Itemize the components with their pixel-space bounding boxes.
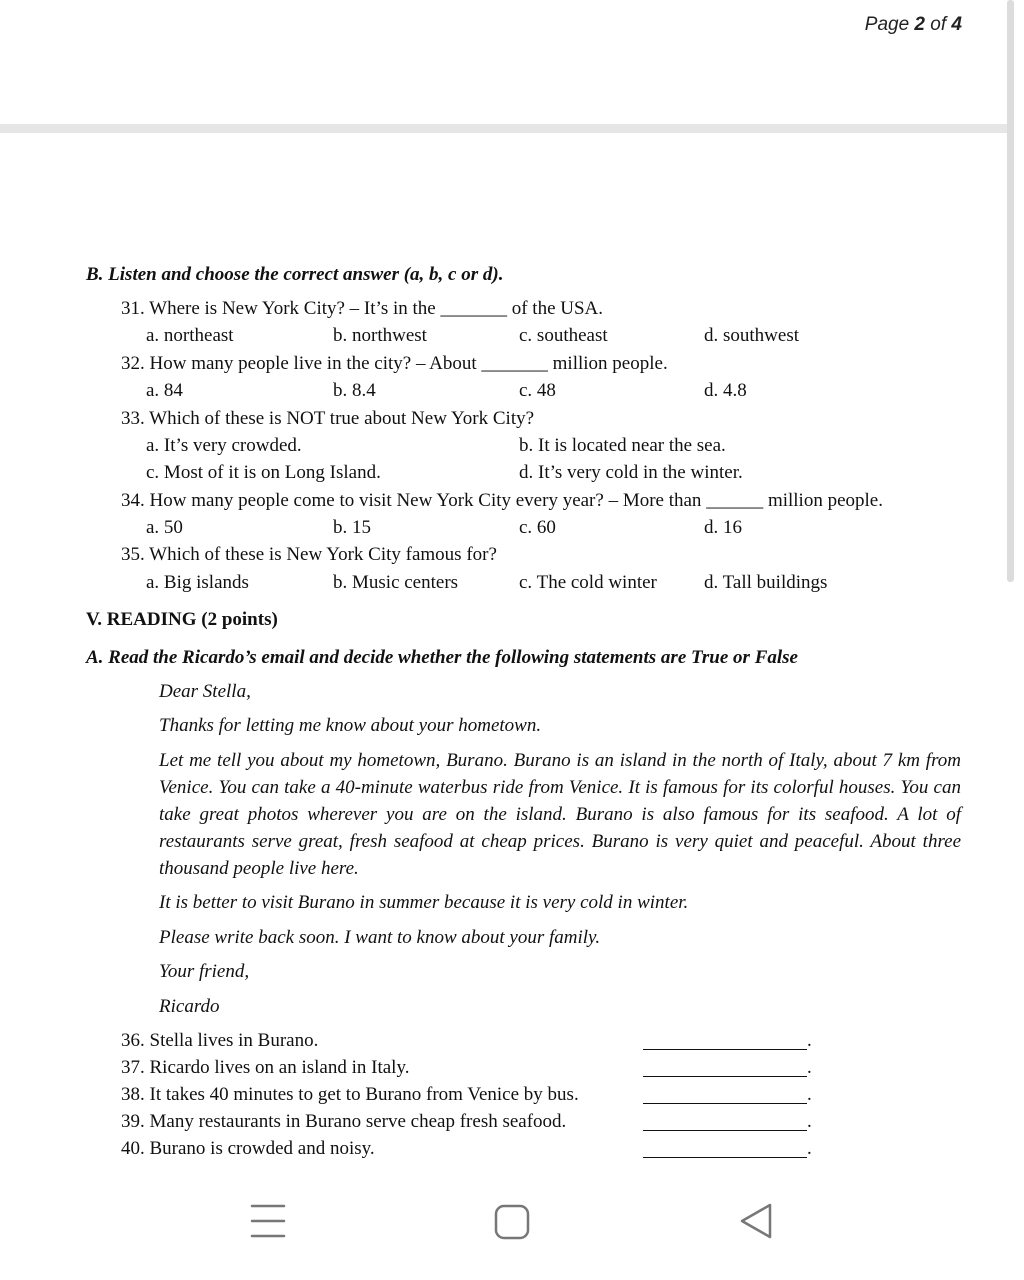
option: d. Tall buildings: [704, 572, 828, 593]
option: d. 4.8: [704, 380, 747, 401]
option: a. northeast: [146, 325, 234, 346]
answer-line: [643, 1130, 807, 1131]
question-text: 32. How many people live in the city? – About: [121, 353, 477, 374]
option: d. 16: [704, 517, 742, 538]
statement: 39. Many restaurants in Burano serve cheap fresh seafood.: [121, 1111, 567, 1132]
option: b. Music centers: [333, 572, 459, 593]
page-label: Page: [864, 14, 910, 35]
total-pages: 4: [951, 14, 962, 35]
email-line: Please write back soon. I want to know about your family.: [159, 927, 601, 948]
question-text: 31. Where is New York City? – It’s in the: [121, 298, 436, 319]
question-34: [121, 490, 883, 512]
option: a. It’s very crowded.: [146, 435, 302, 456]
page-indicator: [865, 14, 962, 36]
scrollbar[interactable]: [1007, 0, 1014, 582]
option: a. Big islands: [146, 572, 249, 593]
section-b-heading: B. Listen and choose the correct answer (a, b, c or d).: [86, 264, 504, 285]
answer-dot: .: [807, 1057, 812, 1078]
option: b. 8.4: [333, 380, 376, 401]
answer-line: [643, 1076, 807, 1077]
of-label: of: [930, 14, 947, 35]
option: d. southwest: [704, 325, 799, 346]
answer-dot: .: [807, 1084, 812, 1105]
email-greeting: Dear Stella,: [159, 681, 251, 702]
option: c. Most of it is on Long Island.: [146, 462, 381, 483]
option: b. northwest: [333, 325, 427, 346]
navigation-bar: [0, 1180, 1024, 1280]
answer-blank: _______: [481, 353, 548, 374]
answer-dot: .: [807, 1138, 812, 1159]
reading-part-a-heading: A. Read the Ricardo’s email and decide whether the following statements are True or False: [86, 647, 798, 668]
email-paragraph: Let me tell you about my hometown, Burano. Burano is an island in the north of Italy, about 7 km from Venice. You can take a 40-minute waterbus ride from Venice. It is famous for its colorful houses. You can take great photos wherever you are on the island. Burano is also famous for its seafood. A lot of restaurants serve great, fresh seafood at cheap prices. Burano is very quiet and peaceful. About three thousand people live here.: [159, 750, 961, 879]
answer-line: [643, 1103, 807, 1104]
statement: 38. It takes 40 minutes to get to Burano from Venice by bus.: [121, 1084, 579, 1105]
question-suffix: million people.: [767, 490, 883, 511]
email-closing: Your friend,: [159, 961, 250, 982]
statement: 36. Stella lives in Burano.: [121, 1030, 319, 1051]
answer-dot: .: [807, 1111, 812, 1132]
current-page: 2: [914, 14, 925, 35]
question-text: 33. Which of these is NOT true about New York City?: [121, 408, 535, 429]
option: a. 84: [146, 380, 183, 401]
recents-icon[interactable]: [244, 1200, 290, 1242]
answer-line: [643, 1157, 807, 1158]
statement: 40. Burano is crowded and noisy.: [121, 1138, 375, 1159]
question-31: [121, 298, 603, 320]
question-suffix: of the USA.: [511, 298, 604, 319]
question-33: [121, 408, 534, 430]
question-35: [121, 544, 497, 566]
page-separator: [0, 124, 1010, 133]
answer-blank: ______: [706, 490, 764, 511]
option: d. It’s very cold in the winter.: [519, 462, 743, 483]
back-icon[interactable]: [736, 1200, 776, 1242]
option: c. 48: [519, 380, 556, 401]
email-line: It is better to visit Burano in summer because it is very cold in winter.: [159, 892, 689, 913]
answer-dot: .: [807, 1030, 812, 1051]
option: c. 60: [519, 517, 556, 538]
question-text: 34. How many people come to visit New York City every year? – More than: [121, 490, 702, 511]
option: b. It is located near the sea.: [519, 435, 726, 456]
email-signature: Ricardo: [159, 996, 220, 1017]
question-text: 35. Which of these is New York City famous for?: [121, 544, 497, 565]
option: b. 15: [333, 517, 371, 538]
answer-blank: _______: [440, 298, 507, 319]
question-suffix: million people.: [552, 353, 668, 374]
option: a. 50: [146, 517, 183, 538]
home-icon[interactable]: [492, 1202, 532, 1242]
option: c. The cold winter: [519, 572, 657, 593]
answer-line: [643, 1049, 807, 1050]
option: c. southeast: [519, 325, 608, 346]
section-v-heading: V. READING (2 points): [86, 609, 278, 630]
question-32: [121, 353, 668, 375]
email-line: Thanks for letting me know about your hometown.: [159, 715, 542, 736]
statement: 37. Ricardo lives on an island in Italy.: [121, 1057, 410, 1078]
